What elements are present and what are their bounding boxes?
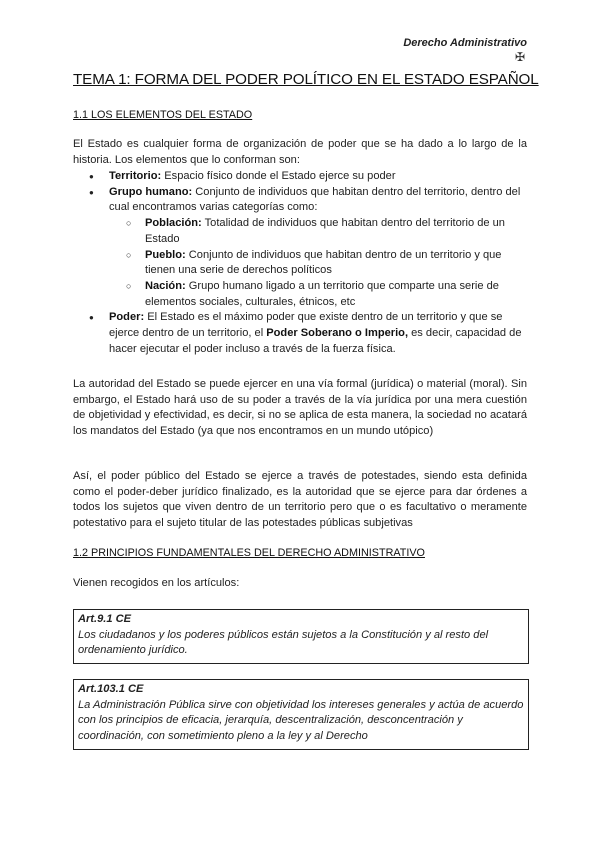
list-item-term: Grupo humano:: [109, 185, 193, 198]
list-item-text: Conjunto de individuos que habitan dentro del territorio, dentro del cual encontramos varias categorías como:: [109, 185, 521, 214]
article-box-103-1: [73, 679, 529, 750]
sublist-item-term: Pueblo:: [145, 248, 186, 261]
sublist-item-text: Totalidad de individuos que habitan dentro del territorio de un Estado: [145, 217, 505, 245]
section-heading-2: 1.2 PRINCIPIOS FUNDAMENTALES DEL DERECHO ADMINISTRATIVO: [73, 547, 425, 559]
section-1-paragraph-2: La autoridad del Estado se puede ejercer en una vía formal (jurídica) o material (moral). Sin embargo, el Estado hará uso de su poder a través de la vía jurídica por una mera cuestión de objetividad y efectividad, es decir, si no se aplica de esta manera, la sociedad no acatará los mandatos del Estado (ya que nos encontramos en un mundo utópico): [73, 378, 527, 438]
elements-list: [73, 169, 527, 357]
list-item-text: El Estado es el máximo poder que existe dentro de un territorio y que se ejerce dentro de un territorio, el: [109, 311, 503, 340]
article-title: Art.103.1 CE: [78, 683, 144, 695]
section-2-intro: Vienen recogidos en los artículos:: [73, 577, 240, 589]
section-heading-1: 1.1 LOS ELEMENTOS DEL ESTADO: [73, 109, 253, 121]
cross-icon: ✠: [514, 50, 525, 64]
page-title: TEMA 1: FORMA DEL PODER POLÍTICO EN EL ESTADO ESPAÑOL: [73, 71, 539, 88]
article-title: Art.9.1 CE: [78, 613, 132, 625]
sublist-item-text: Conjunto de individuos que habitan dentro de un territorio y que tienen una serie de derechos políticos: [145, 248, 502, 277]
sublist-item-text: Grupo humano ligado a un territorio que comparte una serie de elementos sociales, culturales, étnicos, etc: [145, 279, 499, 308]
list-item-term: Territorio:: [109, 170, 162, 182]
sublist-item-poblacion: [109, 216, 527, 247]
section-1-intro: El Estado es cualquier forma de organización de poder que se ha dado a lo largo de la historia. Los elementos que lo conforman son:: [73, 138, 527, 166]
list-item-grupo-humano: [73, 185, 527, 311]
sublist-item-term: Población:: [145, 217, 202, 230]
list-item-poder: [73, 310, 527, 357]
grupo-humano-sublist: [109, 216, 527, 310]
list-item-territorio: [73, 169, 527, 185]
sublist-item-nacion: [109, 279, 527, 310]
sublist-item-term: Nación:: [145, 279, 186, 292]
list-item-text: es decir, capacidad de hacer ejecutar el poder incluso a través de la fuerza física.: [109, 327, 522, 355]
list-item-term: Poder:: [109, 311, 145, 324]
article-text: Los ciudadanos y los poderes públicos están sujetos a la Constitución y al resto del ordenamiento jurídico.: [78, 628, 489, 657]
list-item-term-inline: Poder Soberano o Imperio,: [266, 327, 409, 340]
list-item-text: Espacio físico donde el Estado ejerce su poder: [161, 170, 396, 182]
article-box-9-1: [73, 609, 529, 664]
article-text: La Administración Pública sirve con objetividad los intereses generales y actúa de acuerdo con los principios de eficacia, jerarquía, descentralización, desconcentración y coordinación, con sometimiento pleno a la ley y al Derecho: [78, 698, 524, 743]
section-1-paragraph-3: Así, el poder público del Estado se ejerce a través de potestades, siendo esta definida como el poder-deber jurídico finalizado, es la autoridad que se ejerce para dar órdenes a todos los sujetos que viven dentro de un territorio pero que o es facultativo o meramente potestativo para el sujeto titular de las potestades públicas subjetivas: [73, 470, 527, 530]
running-header: Derecho Administrativo: [403, 37, 527, 49]
sublist-item-pueblo: [109, 248, 527, 279]
